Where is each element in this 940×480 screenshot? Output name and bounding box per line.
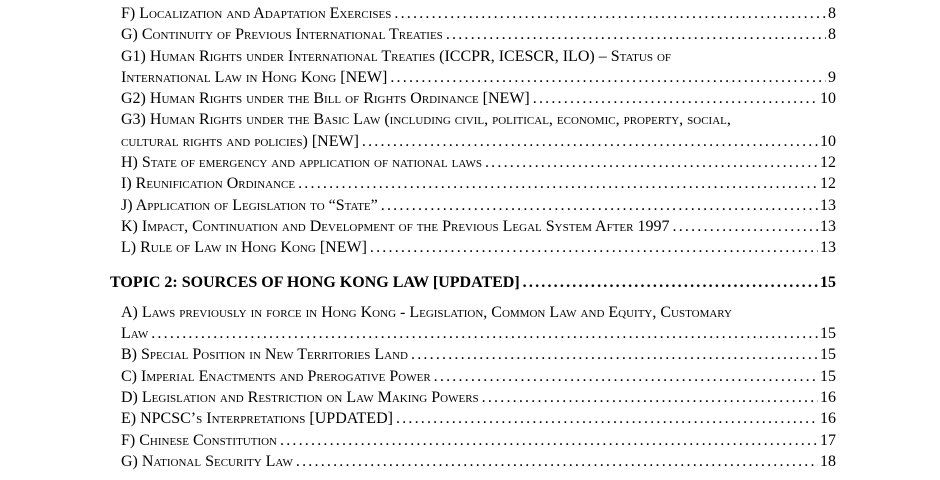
entry-label: G2) Human Rights under the Bill of Rights Ordinance [NEW]	[121, 90, 530, 108]
dot-leader	[381, 195, 818, 216]
dot-leader	[394, 3, 826, 24]
page-number: 10	[820, 90, 836, 108]
dot-leader	[370, 237, 818, 258]
toc-entry-l-rule-of-law	[121, 237, 836, 258]
page-number: 8	[828, 5, 836, 22]
entry-label: G) Continuity of Previous International Treaties	[121, 26, 443, 44]
toc-entry-f-chinese-constitution	[121, 430, 836, 451]
page-number: 16	[820, 389, 836, 407]
page-number: 15	[820, 325, 836, 343]
entry-label-line2: cultural rights and policies) [NEW]	[121, 132, 359, 150]
page-number: 17	[820, 431, 836, 449]
entry-label: C) Imperial Enactments and Prerogative Power	[121, 367, 431, 385]
entry-label-line1: A) Laws previously in force in Hong Kong - Legislation, Common Law and Equity, Customary	[121, 303, 732, 321]
entry-label: F) Localization and Adaptation Exercises	[121, 5, 392, 22]
entry-label: H) State of emergency and application of national laws	[121, 154, 482, 172]
entry-label-line1: G1) Human Rights under International Treaties (ICCPR, ICESCR, ILO) – Status of	[121, 47, 672, 65]
dot-leader	[434, 366, 818, 387]
toc-entry-h-state-of-emergency	[121, 152, 836, 173]
dot-leader	[673, 216, 819, 237]
page-number: 15	[820, 346, 836, 364]
toc-entry-f-localization	[121, 3, 836, 24]
entry-label: G) National Security Law	[121, 452, 293, 470]
entry-label-line2: Law	[121, 325, 149, 343]
dot-leader	[482, 387, 818, 408]
dot-leader	[151, 323, 818, 344]
dot-leader	[485, 152, 818, 173]
dot-leader	[533, 88, 818, 109]
entry-label: I) Reunification Ordinance	[121, 175, 296, 193]
entry-label: F) Chinese Constitution	[121, 431, 277, 449]
page-number: 10	[820, 132, 836, 150]
dot-leader	[523, 272, 818, 293]
page-number: 8	[828, 26, 836, 44]
toc-entry-a-laws-previously-in-force	[121, 302, 836, 345]
page-number: 16	[820, 410, 836, 428]
dot-leader	[411, 344, 818, 365]
entry-continuation	[121, 67, 836, 88]
toc-entry-g3-basic-law	[121, 109, 836, 152]
dot-leader	[280, 430, 818, 451]
page-number: 9	[828, 68, 836, 86]
entry-label: D) Legislation and Restriction on Law Making Powers	[121, 389, 479, 407]
toc-entry-e-npcsc-interpretations	[121, 408, 836, 429]
dot-leader	[362, 131, 818, 152]
toc-section-1	[121, 3, 836, 259]
page-number: 15	[820, 273, 836, 291]
entry-label: J) Application of Legislation to “State”	[121, 196, 378, 214]
entry-label: L) Rule of Law in Hong Kong [NEW]	[121, 239, 367, 257]
page-number: 15	[820, 367, 836, 385]
dot-leader	[446, 24, 826, 45]
heading-label: TOPIC 2: SOURCES OF HONG KONG LAW [UPDATED]	[110, 273, 520, 291]
dot-leader	[296, 451, 818, 472]
toc-entry-g-national-security-law	[121, 451, 836, 472]
page-number: 13	[820, 217, 836, 235]
entry-label-line2: International Law in Hong Kong [NEW]	[121, 68, 388, 86]
toc-entry-g1-human-rights-treaties	[121, 46, 836, 89]
page-number: 18	[820, 452, 836, 470]
dot-leader	[390, 67, 826, 88]
toc-entry-c-imperial-enactments	[121, 366, 836, 387]
page-number: 13	[820, 196, 836, 214]
entry-label: E) NPCSC’s Interpretations [UPDATED]	[121, 410, 393, 428]
toc-section-2	[121, 302, 836, 472]
entry-label: B) Special Position in New Territories Land	[121, 346, 409, 364]
toc-entry-g2-bill-of-rights	[121, 88, 836, 109]
entry-label-line1: G3) Human Rights under the Basic Law (including civil, political, economic, property, social,	[121, 111, 731, 129]
toc-entry-j-application-state	[121, 195, 836, 216]
toc-entry-k-impact-1997	[121, 216, 836, 237]
entry-continuation	[121, 131, 836, 152]
entry-continuation	[121, 323, 836, 344]
page-number: 12	[820, 175, 836, 193]
toc-entry-g-continuity	[121, 24, 836, 45]
page-number: 12	[820, 154, 836, 172]
dot-leader	[298, 173, 818, 194]
page-number: 13	[820, 239, 836, 257]
entry-label: K) Impact, Continuation and Development of the Previous Legal System After 1997	[121, 217, 670, 235]
toc-heading-topic-2	[110, 272, 836, 293]
dot-leader	[396, 408, 818, 429]
toc-entry-i-reunification	[121, 173, 836, 194]
toc-entry-b-new-territories-land	[121, 344, 836, 365]
toc-entry-d-legislation-restriction	[121, 387, 836, 408]
